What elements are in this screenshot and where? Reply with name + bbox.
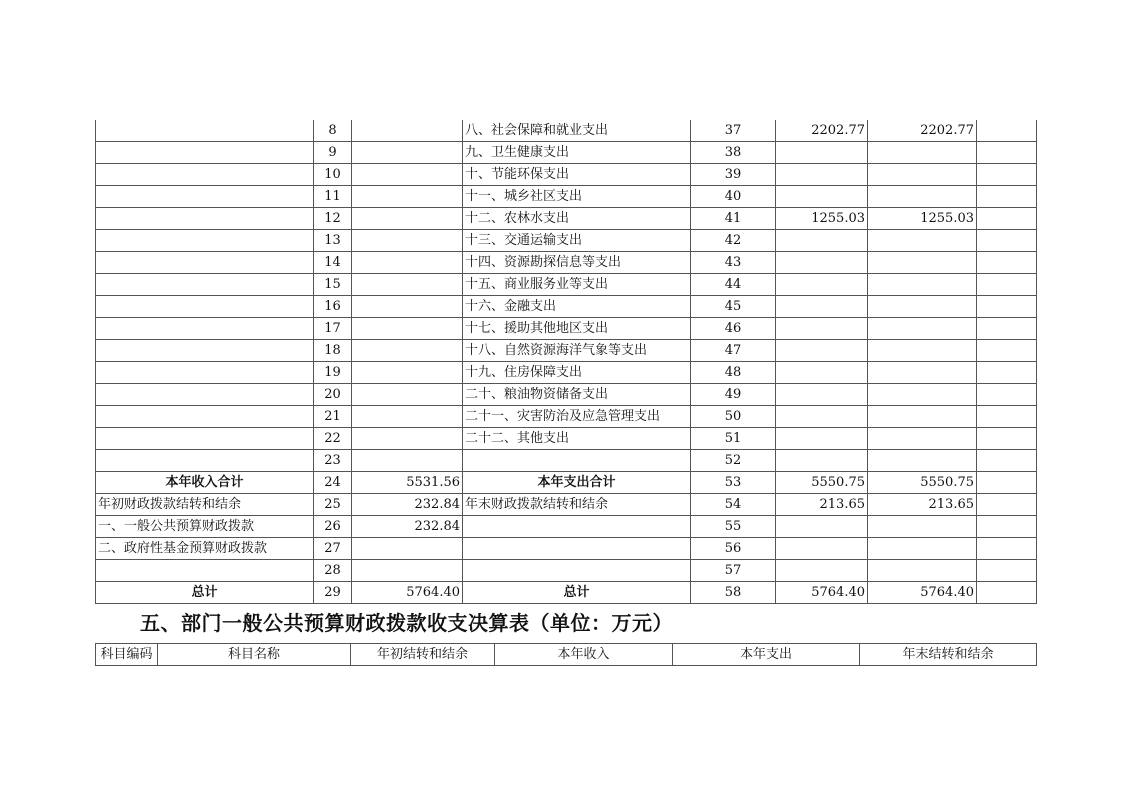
income-item-cell	[96, 318, 314, 340]
income-amount-cell	[352, 120, 463, 142]
income-item-cell	[96, 340, 314, 362]
income-item-cell	[96, 384, 314, 406]
income-amount-cell: 232.84	[352, 516, 463, 538]
expense-total-cell	[776, 406, 868, 428]
expense-line-no-cell: 51	[691, 428, 776, 450]
expense-line-no-cell: 46	[691, 318, 776, 340]
table-row	[96, 516, 1037, 538]
expense-project-cell	[977, 274, 1037, 296]
table-row	[96, 538, 1037, 560]
expense-total-cell	[776, 560, 868, 582]
expense-basic-cell: 1255.03	[868, 208, 977, 230]
expense-total-cell	[776, 362, 868, 384]
expense-line-no-cell: 58	[691, 582, 776, 604]
income-item-cell	[96, 296, 314, 318]
expense-item-cell: 二十二、其他支出	[463, 428, 691, 450]
table-row	[96, 318, 1037, 340]
expense-line-no-cell: 56	[691, 538, 776, 560]
expense-line-no-cell: 45	[691, 296, 776, 318]
expense-total-cell: 5764.40	[776, 582, 868, 604]
income-amount-cell	[352, 450, 463, 472]
expense-project-cell	[977, 296, 1037, 318]
budget-table-header	[95, 643, 1037, 666]
expense-line-no-cell: 43	[691, 252, 776, 274]
table-row	[96, 340, 1037, 362]
income-line-no-cell: 9	[314, 142, 352, 164]
expense-item-cell: 总计	[463, 582, 691, 604]
income-line-no-cell: 8	[314, 120, 352, 142]
expense-project-cell	[977, 252, 1037, 274]
expense-line-no-cell: 52	[691, 450, 776, 472]
expense-basic-cell: 2202.77	[868, 120, 977, 142]
expense-project-cell	[977, 340, 1037, 362]
income-item-cell	[96, 428, 314, 450]
income-line-no-cell: 23	[314, 450, 352, 472]
table-row	[96, 560, 1037, 582]
expense-basic-cell	[868, 406, 977, 428]
table-row	[96, 384, 1037, 406]
expense-project-cell	[977, 142, 1037, 164]
column-header: 本年支出	[673, 644, 860, 666]
expense-line-no-cell: 38	[691, 142, 776, 164]
expense-basic-cell	[868, 538, 977, 560]
expense-item-cell: 二十、粮油物资储备支出	[463, 384, 691, 406]
expense-basic-cell	[868, 230, 977, 252]
income-line-no-cell: 16	[314, 296, 352, 318]
income-line-no-cell: 14	[314, 252, 352, 274]
expense-project-cell	[977, 186, 1037, 208]
table-row	[96, 582, 1037, 604]
income-item-cell	[96, 362, 314, 384]
income-amount-cell	[352, 186, 463, 208]
expense-basic-cell	[868, 318, 977, 340]
expense-total-cell: 1255.03	[776, 208, 868, 230]
expense-project-cell	[977, 208, 1037, 230]
expense-project-cell	[977, 516, 1037, 538]
income-item-cell	[96, 186, 314, 208]
income-expense-table	[95, 120, 1037, 604]
income-amount-cell	[352, 142, 463, 164]
expense-total-cell	[776, 340, 868, 362]
income-line-no-cell: 25	[314, 494, 352, 516]
expense-basic-cell	[868, 560, 977, 582]
expense-total-cell: 2202.77	[776, 120, 868, 142]
expense-item-cell: 十三、交通运输支出	[463, 230, 691, 252]
expense-item-cell: 十八、自然资源海洋气象等支出	[463, 340, 691, 362]
expense-basic-cell	[868, 450, 977, 472]
income-line-no-cell: 10	[314, 164, 352, 186]
expense-item-cell: 九、卫生健康支出	[463, 142, 691, 164]
income-line-no-cell: 26	[314, 516, 352, 538]
column-header: 科目名称	[158, 644, 351, 666]
income-item-cell	[96, 230, 314, 252]
income-item-cell: 一、一般公共预算财政拨款	[96, 516, 314, 538]
expense-basic-cell	[868, 274, 977, 296]
expense-project-cell	[977, 362, 1037, 384]
expense-project-cell	[977, 560, 1037, 582]
table-row	[96, 252, 1037, 274]
expense-total-cell	[776, 230, 868, 252]
expense-item-cell: 十一、城乡社区支出	[463, 186, 691, 208]
section-title: 五、部门一般公共预算财政拨款收支决算表（单位：万元）	[140, 611, 673, 635]
income-item-cell: 年初财政拨款结转和结余	[96, 494, 314, 516]
expense-line-no-cell: 48	[691, 362, 776, 384]
income-line-no-cell: 15	[314, 274, 352, 296]
income-amount-cell	[352, 208, 463, 230]
expense-total-cell	[776, 296, 868, 318]
income-line-no-cell: 17	[314, 318, 352, 340]
expense-basic-cell: 213.65	[868, 494, 977, 516]
expense-basic-cell	[868, 516, 977, 538]
expense-item-cell: 二十一、灾害防治及应急管理支出	[463, 406, 691, 428]
expense-item-cell: 十四、资源勘探信息等支出	[463, 252, 691, 274]
table-row	[96, 208, 1037, 230]
income-item-cell	[96, 450, 314, 472]
expense-line-no-cell: 55	[691, 516, 776, 538]
table-row	[96, 428, 1037, 450]
expense-item-cell: 十九、住房保障支出	[463, 362, 691, 384]
expense-total-cell	[776, 164, 868, 186]
expense-line-no-cell: 54	[691, 494, 776, 516]
income-line-no-cell: 19	[314, 362, 352, 384]
income-amount-cell	[352, 252, 463, 274]
table-row	[96, 296, 1037, 318]
expense-item-cell: 十、节能环保支出	[463, 164, 691, 186]
income-amount-cell	[352, 296, 463, 318]
expense-item-cell: 十五、商业服务业等支出	[463, 274, 691, 296]
expense-item-cell: 十六、金融支出	[463, 296, 691, 318]
expense-total-cell	[776, 186, 868, 208]
income-item-cell	[96, 274, 314, 296]
expense-item-cell: 十二、农林水支出	[463, 208, 691, 230]
expense-total-cell	[776, 252, 868, 274]
expense-total-cell: 213.65	[776, 494, 868, 516]
income-amount-cell	[352, 318, 463, 340]
expense-basic-cell	[868, 340, 977, 362]
expense-basic-cell	[868, 186, 977, 208]
income-item-cell: 本年收入合计	[96, 472, 314, 494]
income-line-no-cell: 20	[314, 384, 352, 406]
table-row	[96, 472, 1037, 494]
expense-basic-cell	[868, 384, 977, 406]
table-body	[96, 120, 1037, 604]
income-line-no-cell: 28	[314, 560, 352, 582]
income-item-cell	[96, 208, 314, 230]
income-line-no-cell: 13	[314, 230, 352, 252]
column-header: 年初结转和结余	[351, 644, 495, 666]
table-row	[96, 164, 1037, 186]
income-item-cell	[96, 560, 314, 582]
expense-basic-cell	[868, 296, 977, 318]
expense-line-no-cell: 49	[691, 384, 776, 406]
income-amount-cell	[352, 274, 463, 296]
expense-project-cell	[977, 318, 1037, 340]
expense-project-cell	[977, 230, 1037, 252]
income-line-no-cell: 29	[314, 582, 352, 604]
expense-item-cell	[463, 450, 691, 472]
expense-project-cell	[977, 494, 1037, 516]
expense-project-cell	[977, 164, 1037, 186]
expense-basic-cell	[868, 252, 977, 274]
income-amount-cell	[352, 362, 463, 384]
income-amount-cell	[352, 384, 463, 406]
expense-total-cell	[776, 538, 868, 560]
expense-item-cell	[463, 516, 691, 538]
income-line-no-cell: 24	[314, 472, 352, 494]
income-line-no-cell: 18	[314, 340, 352, 362]
expense-item-cell: 年末财政拨款结转和结余	[463, 494, 691, 516]
income-amount-cell: 232.84	[352, 494, 463, 516]
income-line-no-cell: 11	[314, 186, 352, 208]
table-row	[96, 494, 1037, 516]
expense-line-no-cell: 57	[691, 560, 776, 582]
income-amount-cell: 5764.40	[352, 582, 463, 604]
expense-item-cell: 八、社会保障和就业支出	[463, 120, 691, 142]
expense-total-cell	[776, 142, 868, 164]
expense-line-no-cell: 37	[691, 120, 776, 142]
expense-item-cell: 十七、援助其他地区支出	[463, 318, 691, 340]
column-header: 本年收入	[495, 644, 673, 666]
expense-project-cell	[977, 428, 1037, 450]
income-amount-cell	[352, 230, 463, 252]
income-amount-cell: 5531.56	[352, 472, 463, 494]
column-header: 年末结转和结余	[860, 644, 1037, 666]
table-row	[96, 450, 1037, 472]
income-line-no-cell: 27	[314, 538, 352, 560]
table-row	[96, 120, 1037, 142]
expense-project-cell	[977, 582, 1037, 604]
expense-line-no-cell: 50	[691, 406, 776, 428]
table-row	[96, 274, 1037, 296]
expense-basic-cell: 5550.75	[868, 472, 977, 494]
income-line-no-cell: 12	[314, 208, 352, 230]
income-amount-cell	[352, 340, 463, 362]
expense-item-cell	[463, 538, 691, 560]
expense-item-cell	[463, 560, 691, 582]
table-row	[96, 142, 1037, 164]
table-row	[96, 362, 1037, 384]
expense-project-cell	[977, 472, 1037, 494]
expense-line-no-cell: 39	[691, 164, 776, 186]
expense-project-cell	[977, 450, 1037, 472]
income-amount-cell	[352, 428, 463, 450]
table-row	[96, 230, 1037, 252]
income-line-no-cell: 21	[314, 406, 352, 428]
income-item-cell: 总计	[96, 582, 314, 604]
income-item-cell	[96, 252, 314, 274]
expense-total-cell	[776, 450, 868, 472]
income-amount-cell	[352, 406, 463, 428]
income-item-cell	[96, 406, 314, 428]
expense-basic-cell	[868, 428, 977, 450]
income-amount-cell	[352, 164, 463, 186]
expense-basic-cell	[868, 362, 977, 384]
income-amount-cell	[352, 538, 463, 560]
expense-item-cell: 本年支出合计	[463, 472, 691, 494]
expense-project-cell	[977, 384, 1037, 406]
expense-total-cell	[776, 384, 868, 406]
expense-basic-cell	[868, 164, 977, 186]
income-amount-cell	[352, 560, 463, 582]
expense-line-no-cell: 40	[691, 186, 776, 208]
expense-line-no-cell: 47	[691, 340, 776, 362]
income-line-no-cell: 22	[314, 428, 352, 450]
table-row	[96, 186, 1037, 208]
expense-line-no-cell: 44	[691, 274, 776, 296]
expense-total-cell	[776, 274, 868, 296]
expense-total-cell	[776, 428, 868, 450]
expense-basic-cell	[868, 142, 977, 164]
expense-total-cell	[776, 516, 868, 538]
income-item-cell	[96, 164, 314, 186]
income-item-cell	[96, 120, 314, 142]
expense-total-cell	[776, 318, 868, 340]
expense-project-cell	[977, 120, 1037, 142]
expense-basic-cell: 5764.40	[868, 582, 977, 604]
income-item-cell	[96, 142, 314, 164]
expense-total-cell: 5550.75	[776, 472, 868, 494]
table-row	[96, 406, 1037, 428]
table-header-row	[96, 644, 1037, 666]
expense-line-no-cell: 53	[691, 472, 776, 494]
expense-line-no-cell: 42	[691, 230, 776, 252]
expense-project-cell	[977, 406, 1037, 428]
expense-line-no-cell: 41	[691, 208, 776, 230]
expense-project-cell	[977, 538, 1037, 560]
column-header: 科目编码	[96, 644, 158, 666]
income-item-cell: 二、政府性基金预算财政拨款	[96, 538, 314, 560]
